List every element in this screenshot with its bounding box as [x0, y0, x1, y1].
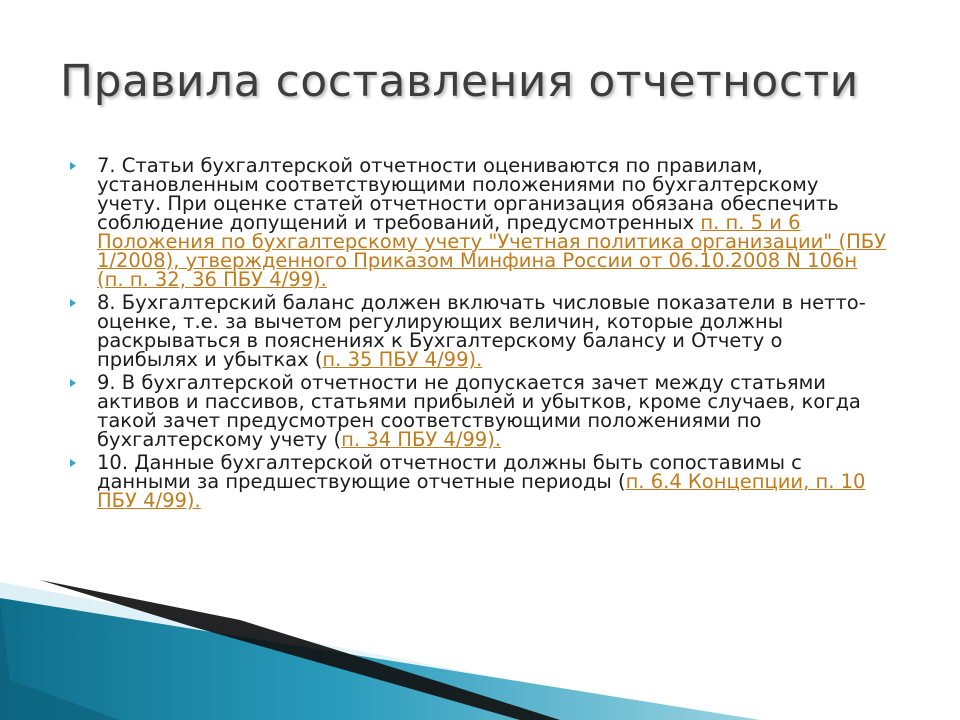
reference-link[interactable]: п. 34 ПБУ 4/99).	[341, 428, 502, 451]
decorative-wave	[0, 560, 960, 720]
list-item	[66, 373, 886, 449]
bullet-arrow-icon	[70, 379, 76, 387]
bullet-arrow-icon	[70, 162, 76, 170]
item-text: 8. Бухгалтерский баланс должен включать числовые показатели в нетто-оценке, т.е. за вычетом регулирующих величин, которые должны раскрываться в пояснениях к Бухгалтерскому балансу и Отчету о прибылях и убытках (	[97, 291, 866, 371]
reference-link[interactable]: п. п. 5 и 6 Положения по бухгалтерскому учету "Учетная политика организации" (ПБУ 1/2008), утвержденного Приказом Минфина России от 06.10.2008 N 106н (п. п. 32, 36 ПБУ 4/99).	[97, 211, 887, 291]
list-item	[66, 156, 886, 289]
bullet-arrow-icon	[70, 459, 76, 467]
bullet-arrow-icon	[70, 299, 76, 307]
item-text: 7. Статьи бухгалтерской отчетности оцениваются по правилам, установленным соответствующими положениями по бухгалтерскому учету. При оценке статей отчетности организация обязана обеспечить соблюдение допущений и требований, предусмотренных	[97, 154, 839, 234]
list-item	[66, 293, 886, 369]
reference-link[interactable]: п. 6.4 Концепции, п. 10 ПБУ 4/99).	[97, 470, 866, 512]
slide-title: Правила составления отчетности	[60, 56, 859, 107]
list-item	[66, 453, 886, 510]
bullet-list	[66, 156, 886, 514]
item-text: 10. Данные бухгалтерской отчетности должны быть сопоставимы с данными за предшествующие отчетные периоды (	[97, 451, 802, 493]
reference-link[interactable]: п. 35 ПБУ 4/99).	[322, 348, 483, 371]
item-text: 9. В бухгалтерской отчетности не допускается зачет между статьями активов и пассивов, статьями прибылей и убытков, кроме случаев, когда такой зачет предусмотрен соответствующими положениями по бухгалтерскому учету (	[97, 371, 861, 451]
